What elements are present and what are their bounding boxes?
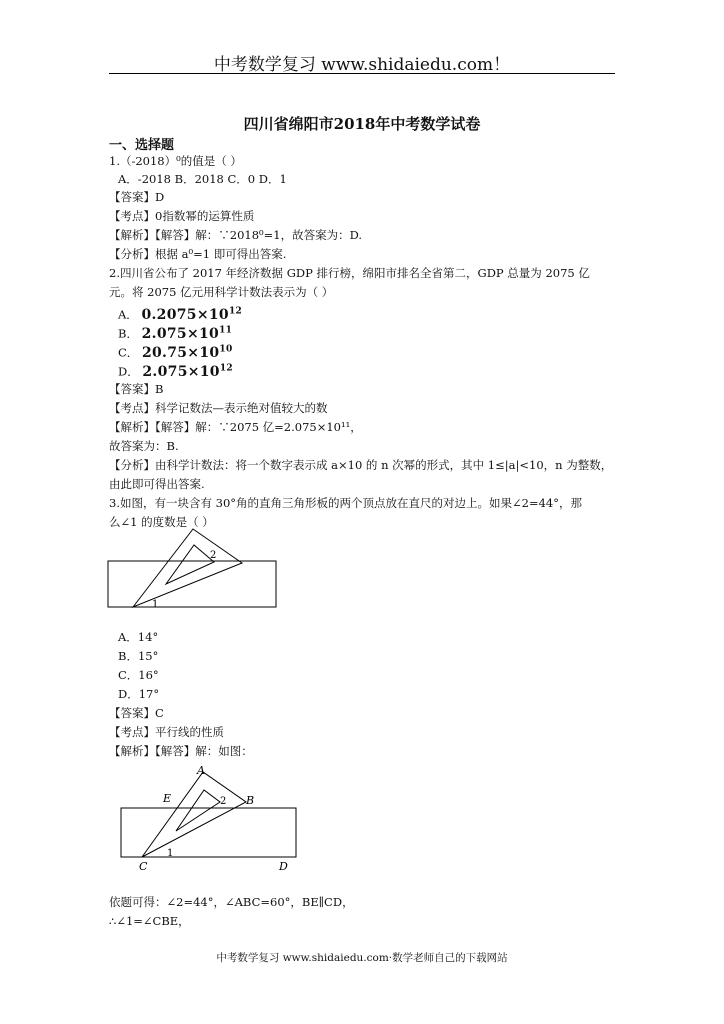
- q2-point: 【考点】科学记数法—表示绝对值较大的数: [109, 401, 328, 415]
- option-mantissa: 2.075×10: [141, 325, 220, 342]
- option-letter: B．: [118, 326, 138, 341]
- point-e-label: E: [163, 792, 172, 805]
- q1-analysis: 【解析】【解答】解：∵2018⁰=1，故答案为：D.: [109, 228, 363, 242]
- q1-options: A．-2018 B．2018 C．0 D．1: [118, 172, 287, 186]
- angle-2-label: 2: [220, 796, 227, 807]
- q3-option-b: B．15°: [118, 649, 159, 663]
- option-exponent: 12: [219, 363, 233, 373]
- q2-conclusion: 故答案为：B.: [109, 439, 179, 453]
- angle-1-label: 1: [167, 848, 174, 859]
- q2-stem-line1: 2.四川省公布了 2017 年经济数据 GDP 排行榜，绵阳市排名全省第二，GDP 总量为 2075 亿: [109, 266, 590, 280]
- q2-answer: 【答案】B: [109, 382, 164, 396]
- triangle-inner: [176, 790, 220, 831]
- q2-note-line1: 【分析】由科学计数法：将一个数字表示成 a×10 的 n 次幂的形式，其中 1≤|a|<10，n 为整数，: [109, 458, 613, 472]
- q3-reason-2: ∴∠1=∠CBE，: [109, 914, 190, 928]
- q2-option-d: [118, 359, 233, 381]
- page-header: 中考数学复习 www.shidaiedu.com！: [213, 55, 511, 75]
- page-footer: 中考数学复习 www.shidaiedu.com·数学老师自己的下载网站: [216, 952, 508, 964]
- angle-2-label: 2: [210, 550, 217, 561]
- option-mantissa: 2.075×10: [142, 363, 220, 380]
- q3-point: 【考点】平行线的性质: [109, 725, 224, 739]
- q3-option-d: D．17°: [118, 687, 160, 701]
- q3-stem-line2: 么∠1 的度数是（ ）: [109, 515, 214, 529]
- q1-stem: 1.（-2018）⁰的值是（ ）: [109, 154, 242, 168]
- option-exponent: 11: [219, 325, 233, 335]
- q2-note-line2: 由此即可得出答案.: [109, 477, 205, 491]
- ruler: [108, 561, 276, 607]
- option-mantissa: 0.2075×10: [141, 306, 229, 323]
- q1-point: 【考点】0指数幂的运算性质: [109, 209, 255, 223]
- q2-analysis: 【解析】【解答】解：∵2075 亿=2.075×10¹¹，: [109, 420, 362, 434]
- point-c-label: C: [139, 860, 148, 873]
- header-rule: [109, 73, 615, 74]
- option-letter: D．: [118, 364, 139, 379]
- angle-1-label: 1: [152, 599, 159, 610]
- option-mantissa: 20.75×10: [141, 344, 220, 361]
- point-d-label: D: [279, 860, 288, 873]
- q3-figure-2: [110, 760, 310, 875]
- option-exponent: 10: [219, 344, 233, 354]
- q1-note: 【分析】根据 a⁰=1 即可得出答案.: [109, 247, 287, 261]
- q3-analysis: 【解析】【解答】解：如图：: [109, 744, 253, 758]
- q3-answer: 【答案】C: [109, 706, 164, 720]
- point-a-label: A: [197, 764, 205, 777]
- point-b-label: B: [246, 794, 255, 807]
- q3-figure-1: [100, 525, 290, 617]
- triangle-outer: [133, 529, 242, 607]
- document-title: 四川省绵阳市2018年中考数学试卷: [243, 115, 481, 133]
- option-exponent: 12: [228, 306, 243, 316]
- q3-option-c: C．16°: [118, 668, 159, 682]
- q1-answer: 【答案】D: [109, 190, 165, 204]
- option-letter: A．: [118, 307, 138, 322]
- section-title: 一、选择题: [109, 138, 175, 153]
- triangle-outer: [142, 772, 246, 857]
- option-letter: C．: [118, 345, 139, 360]
- q2-stem-line2: 元。将 2075 亿元用科学计数法表示为（ ）: [109, 285, 334, 299]
- q3-reason-1: 依题可得：∠2=44°，∠ABC=60°，BE∥CD，: [109, 895, 354, 909]
- triangle-inner: [166, 545, 217, 584]
- q3-stem-line1: 3.如图，有一块含有 30°角的直角三角形板的两个顶点放在直尺的对边上。如果∠2=44°，那: [109, 496, 582, 510]
- q3-option-a: A．14°: [118, 630, 159, 644]
